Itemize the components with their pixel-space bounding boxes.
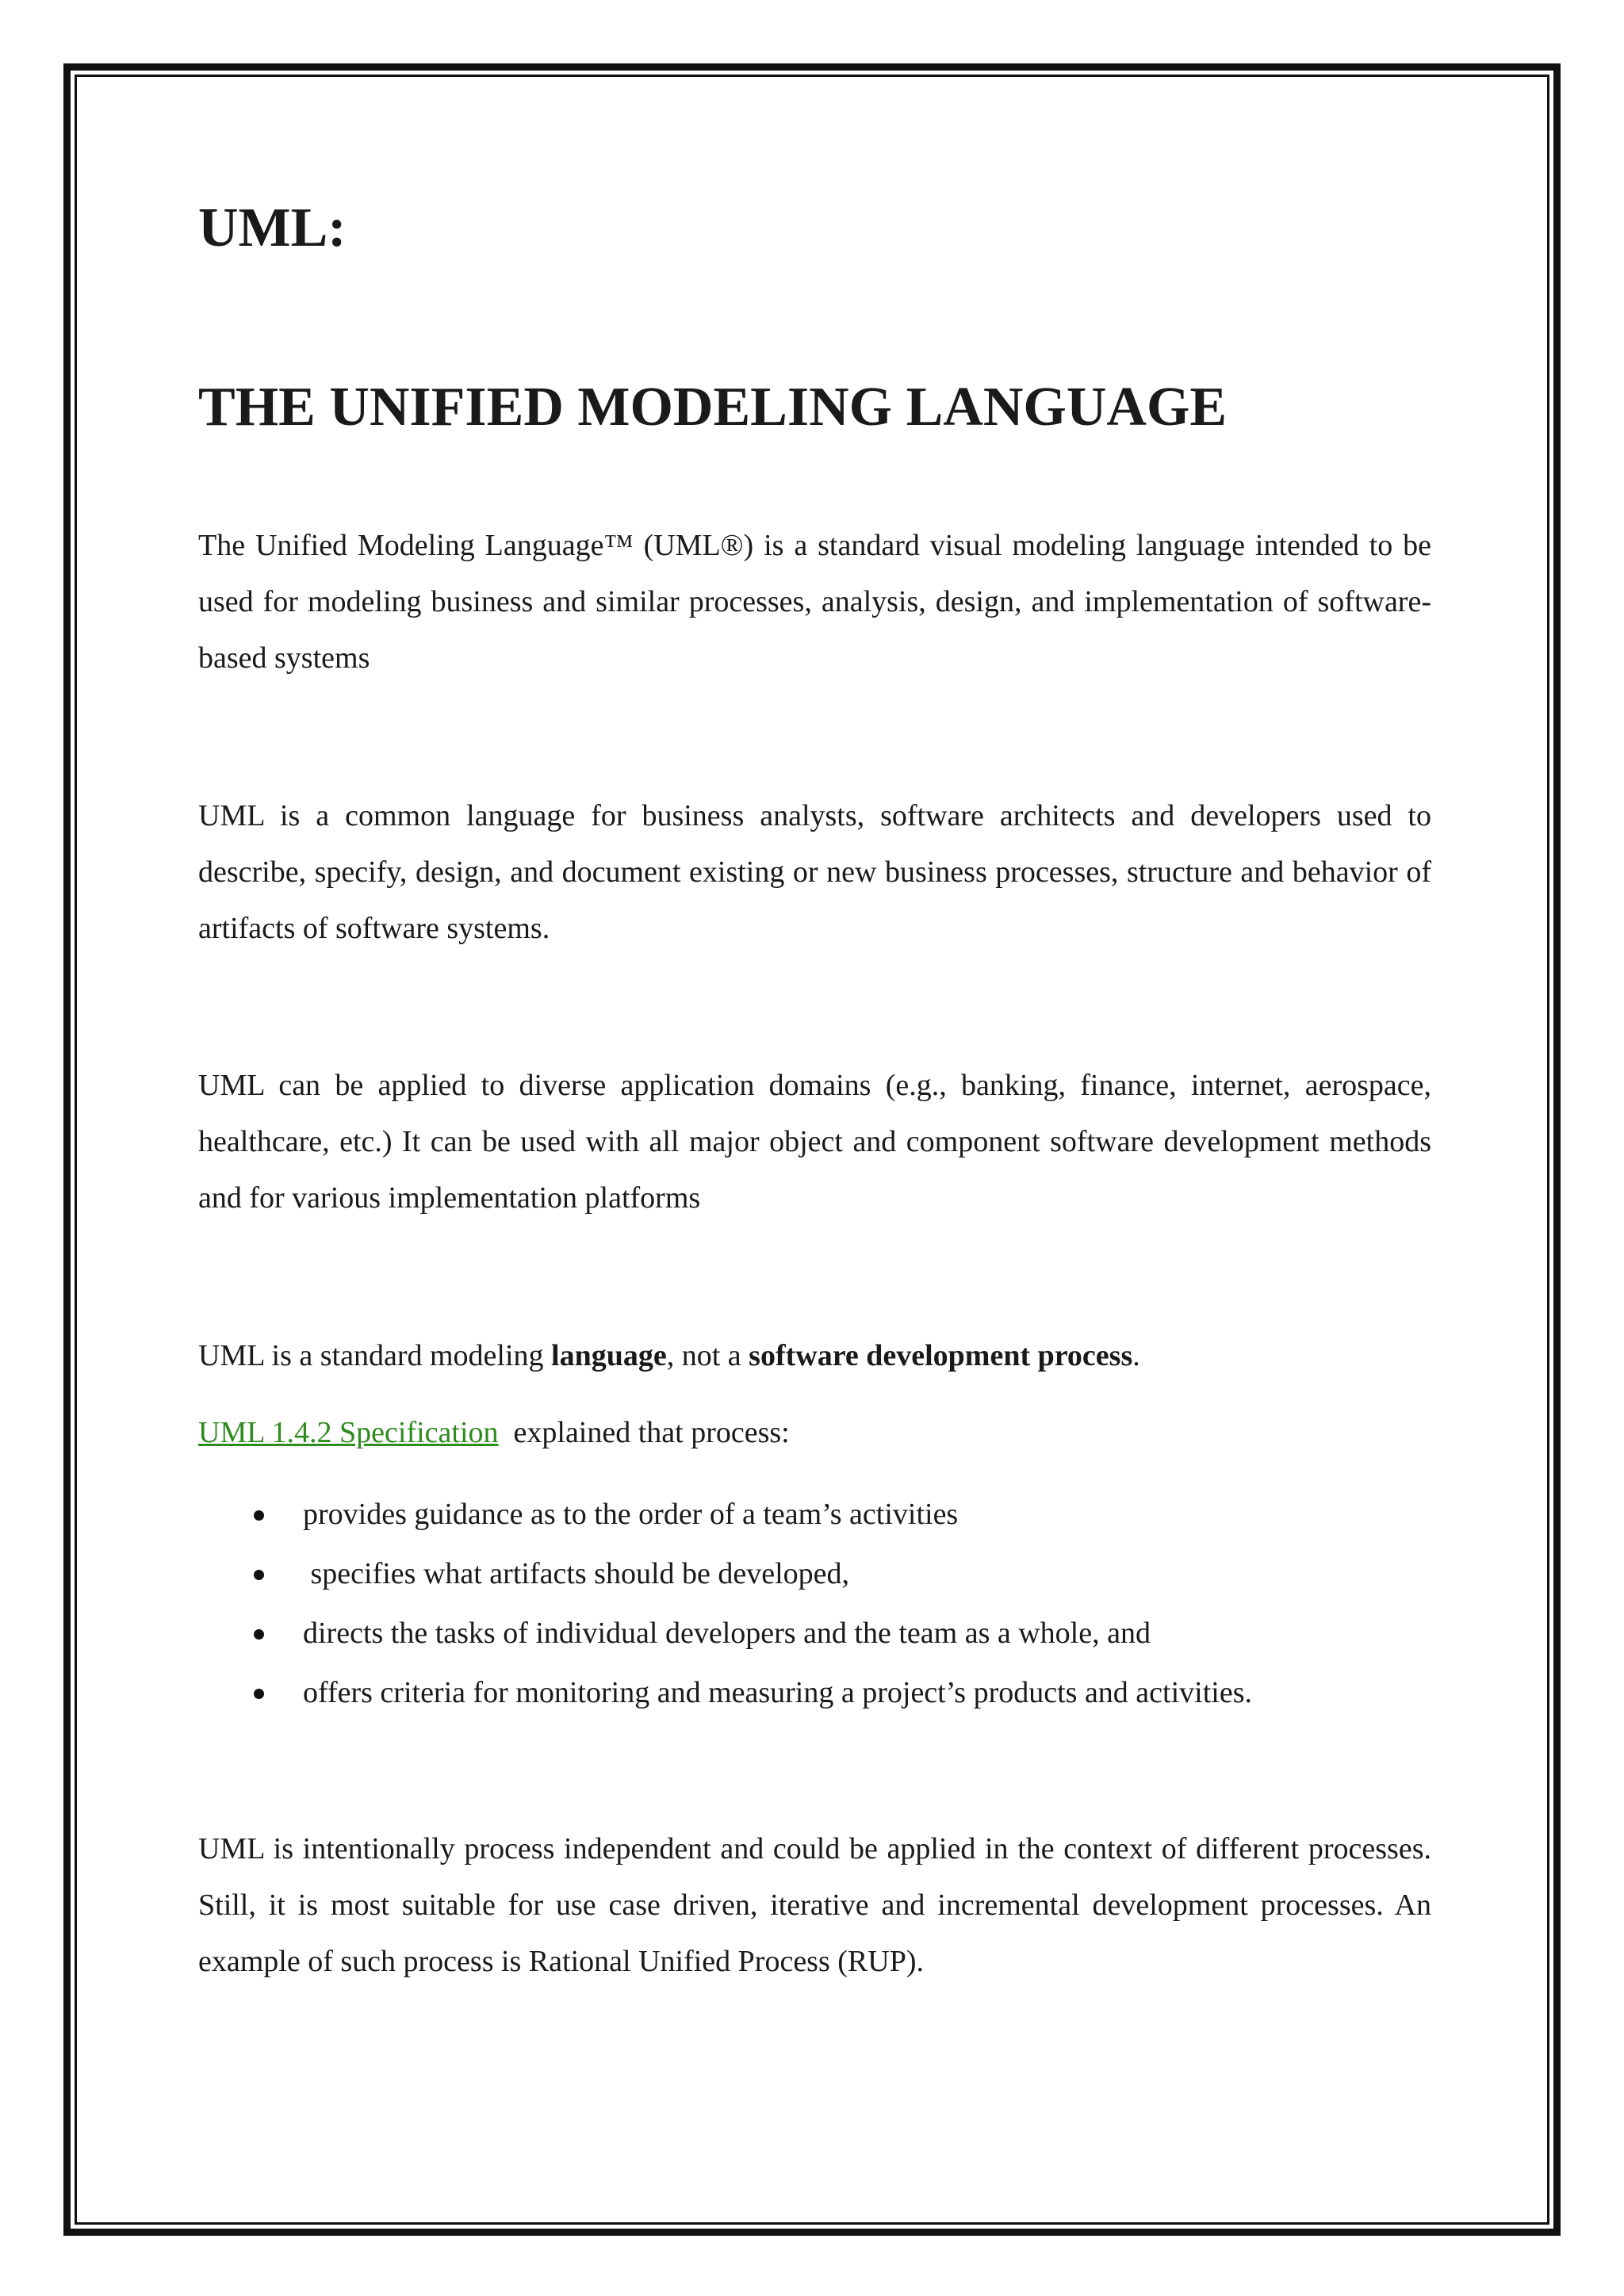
bullet-icon (254, 1570, 264, 1580)
paragraph-specification (198, 1405, 1431, 1461)
paragraph-domains: UML can be applied to diverse application domains (e.g., banking, finance, internet, aerospace, healthcare, etc.) It can be used with all major object and component software development methods and for various implementation platforms (198, 1069, 1431, 1215)
process-bullet-list (198, 1485, 1252, 1723)
list-item (198, 1604, 1252, 1663)
paragraph-standard-text-1: UML is a standard modeling (198, 1339, 552, 1372)
paragraph-specification-text: explained that process: (498, 1416, 790, 1449)
paragraph-standard (198, 1328, 1431, 1384)
paragraph-standard-text-3: . (1132, 1339, 1140, 1372)
paragraph-common-language: UML is a common language for business analysts, software architects and developers used to describe, specify, design, and document existing or new business processes, structure and behavior of artifacts of software systems. (198, 799, 1431, 945)
bold-language: language (551, 1339, 667, 1372)
paragraph-process-independent: UML is intentionally process independent and could be applied in the context of different processes. Still, it is most suitable for use case driven, iterative and incremental development processes. An example of such process is Rational Unified Process (RUP). (198, 1832, 1431, 1978)
paragraph-definition: The Unified Modeling Language™ (UML®) is a standard visual modeling language intended to be used for modeling business and similar processes, analysis, design, and implementation of software-based systems (198, 529, 1431, 675)
bullet-icon (254, 1689, 264, 1699)
paragraph-standard-text-2: , not a (666, 1339, 749, 1372)
list-item (198, 1663, 1252, 1723)
list-item-text: specifies what artifacts should be developed, (303, 1557, 850, 1590)
list-item-text: provides guidance as to the order of a team’s activities (303, 1498, 959, 1531)
list-item-text: directs the tasks of individual developers and the team as a whole, and (303, 1617, 1151, 1650)
bullet-icon (254, 1510, 264, 1521)
uml-specification-link[interactable]: UML 1.4.2 Specification (198, 1416, 499, 1449)
page-title: UML: (198, 197, 347, 258)
list-item-text: offers criteria for monitoring and measuring a project’s products and activities. (303, 1676, 1252, 1709)
bold-software-development-process: software development process (749, 1339, 1133, 1372)
bullet-icon (254, 1629, 264, 1640)
list-item (198, 1544, 1252, 1604)
page-subtitle: THE UNIFIED MODELING LANGUAGE (198, 377, 1228, 438)
list-item (198, 1485, 1252, 1544)
